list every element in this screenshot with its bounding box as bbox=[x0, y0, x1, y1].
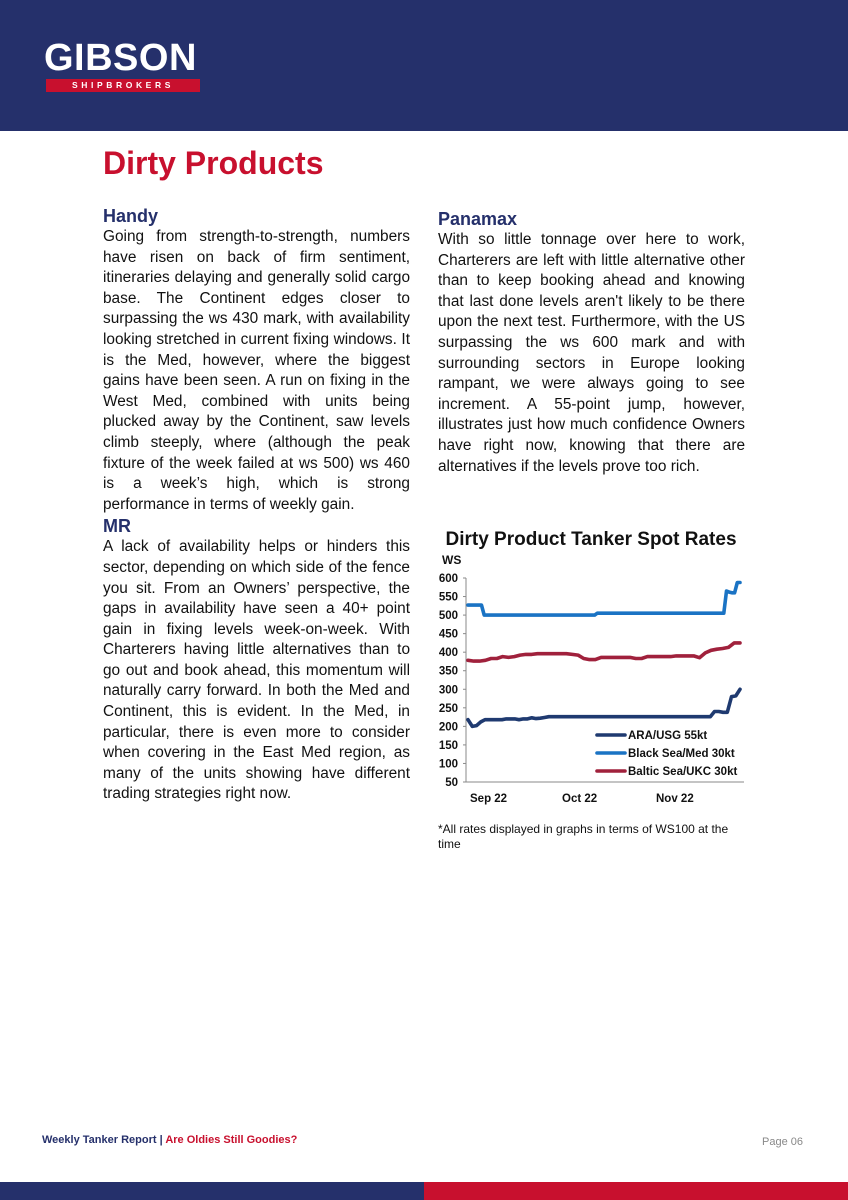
mr-body: A lack of availability helps or hinders this sector, depending on which side of the fence you sit. From an Owners’ perspective, the gaps in availability have seen a 40+ point gain in fixing levels week-on-week. With Charterers having little alternatives than to go out and book ahead, this momentum will naturally carry forward. In both the Med and Continent, this is evident. In the Med, in particular, there is even more to consider when covering in the East Med region, as many of the units showing have different trading strategies right now. bbox=[103, 538, 410, 803]
right-column bbox=[438, 208, 745, 477]
y-tick-label: 450 bbox=[438, 628, 458, 641]
handy-body: Going from strength-to-strength, numbers have risen on back of firm sentiment, itineraries delaying and generally solid cargo base. The Continent edges closer to surpassing the ws 430 mark, with availability looking stretched in current fixing windows. It is the Med, however, where the biggest gains have been seen. A run on fixing in the West Med, combined with units being plucked away by the Continent, saw levels climb steeply, where (although the peak fixture of the week failed at ws 500) ws 460 is a week’s high, which is strong performance in terms of weekly gain. bbox=[103, 228, 410, 513]
legend-label: Baltic Sea/UKC 30kt bbox=[628, 766, 738, 778]
series-line-1 bbox=[468, 689, 740, 726]
page-header bbox=[0, 0, 848, 131]
y-tick-label: 150 bbox=[438, 739, 458, 752]
footer-report-name: Weekly Tanker Report bbox=[42, 1134, 157, 1146]
y-tick-label: 500 bbox=[438, 610, 458, 623]
mr-heading: MR bbox=[103, 516, 131, 537]
y-tick-label: 600 bbox=[438, 573, 458, 585]
series-line-2 bbox=[468, 583, 740, 616]
spot-rates-chart bbox=[432, 552, 752, 808]
y-tick-label: 400 bbox=[438, 647, 458, 660]
x-tick-label: Oct 22 bbox=[562, 793, 598, 805]
chart-legend bbox=[597, 730, 737, 778]
x-tick-label: Sep 22 bbox=[470, 793, 508, 805]
x-tick-label: Nov 22 bbox=[656, 793, 694, 805]
footer-bar-red bbox=[424, 1182, 848, 1200]
footer-report-title bbox=[42, 1134, 297, 1146]
logo-wordmark: GIBSON bbox=[44, 37, 197, 79]
x-ticks bbox=[470, 793, 694, 805]
y-ticks bbox=[439, 573, 466, 789]
series-lines bbox=[468, 583, 740, 727]
page-number: Page 06 bbox=[762, 1136, 803, 1148]
chart-title: Dirty Product Tanker Spot Rates bbox=[445, 529, 737, 550]
page-title: Dirty Products bbox=[103, 145, 324, 181]
y-tick-label: 200 bbox=[438, 721, 458, 734]
panamax-heading: Panamax bbox=[438, 209, 518, 229]
handy-heading: Handy bbox=[103, 206, 159, 226]
footer-bar-blue bbox=[0, 1182, 424, 1200]
y-tick-label: 300 bbox=[438, 684, 458, 697]
y-tick-label: 550 bbox=[438, 591, 458, 604]
series-line-3 bbox=[468, 643, 740, 661]
panamax-body: With so little tonnage over here to work, Charterers are left with little alternative other than to keep booking ahead and knowing that last done levels aren't likely to be there upon the next test. Furthermore, with the US surpassing the ws 600 mark and with surrounding sectors in Europe looking rampant, we were always going to see increment. A 55-point jump, however, illustrates just how much confidence Owners have right now, knowing that there are alternatives if the levels prove too rich. bbox=[438, 231, 745, 475]
y-tick-label: 50 bbox=[445, 777, 458, 789]
y-tick-label: 100 bbox=[438, 758, 458, 771]
left-column bbox=[103, 205, 410, 805]
legend-label: Black Sea/Med 30kt bbox=[628, 748, 735, 760]
y-axis-label: WS bbox=[442, 553, 462, 567]
logo-subtitle-bar: SHIPBROKERS bbox=[46, 79, 200, 92]
footer-separator: | bbox=[156, 1134, 166, 1146]
chart-footnote: *All rates displayed in graphs in terms of WS100 at the time bbox=[438, 822, 729, 851]
y-tick-label: 250 bbox=[438, 702, 458, 715]
legend-label: ARA/USG 55kt bbox=[628, 730, 708, 742]
y-tick-label: 350 bbox=[438, 665, 458, 678]
footer-subtitle: Are Oldies Still Goodies? bbox=[165, 1134, 298, 1146]
